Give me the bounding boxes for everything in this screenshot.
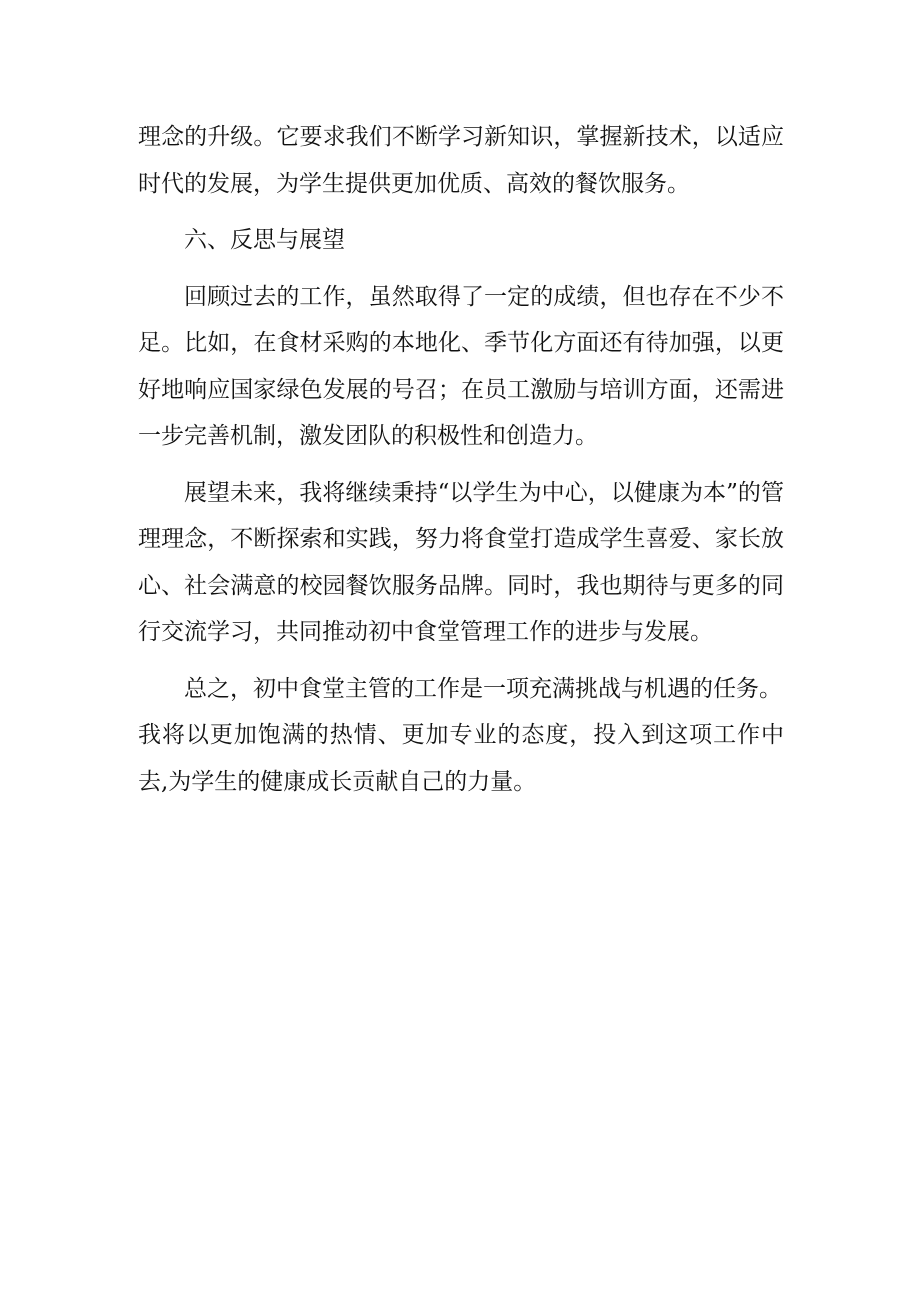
paragraph-reflection: 回顾过去的工作，虽然取得了一定的成绩，但也存在不少不足。比如，在食材采购的本地化、季节化方面还有待加强，以更好地响应国家绿色发展的号召；在员工激励与培训方面，还需进一步完善机制，激发团队的积极性和创造力。: [138, 283, 784, 449]
paragraph-continuation: 理念的升级。它要求我们不断学习新知识，掌握新技术，以适应时代的发展，为学生提供更加优质、高效的餐饮服务。: [138, 124, 784, 197]
paragraph-outlook: 展望未来，我将继续秉持“以学生为中心，以健康为本”的管理理念，不断探索和实践，努力将食堂打造成学生喜爱、家长放心、社会满意的校园餐饮服务品牌。同时，我也期待与更多的同行交流学习，共同推动初中食堂管理工作的进步与发展。: [138, 479, 784, 645]
paragraph-conclusion-line: 总之，初中食堂主管的工作是一项充满挑战与机遇的任务。: [184, 675, 782, 702]
paragraph-conclusion-rest: 我将以更加饱满的热情、更加专业的态度，投入到这项工作中去,为学生的健康成长贡献自己的力量。: [138, 722, 784, 795]
document-body: [138, 114, 784, 805]
section-heading: 六、反思与展望: [184, 227, 345, 253]
